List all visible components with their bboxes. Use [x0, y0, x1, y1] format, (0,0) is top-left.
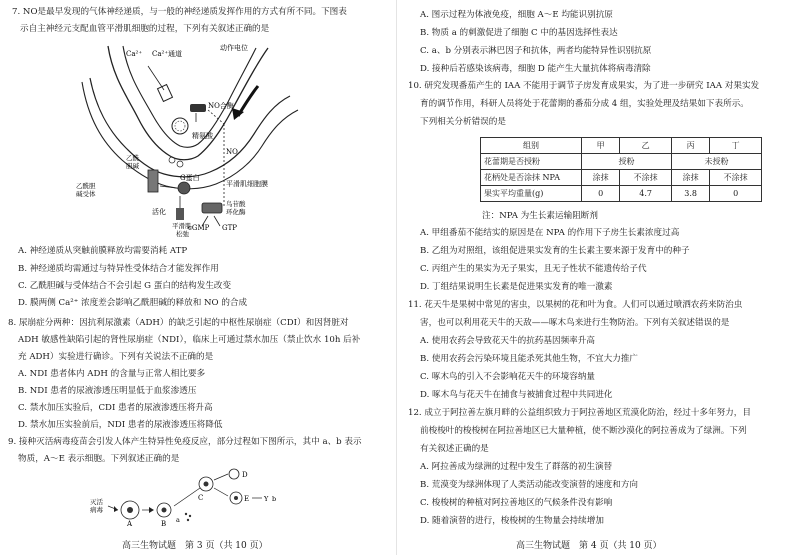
q8-stem-2: ADH 敏感性缺陷引起的肾性尿崩症（NDI），临床上可通过禁水加压（禁止饮水 10h 后补	[18, 335, 361, 345]
substance-a-label: a	[176, 516, 180, 524]
q9-immune-figure	[90, 466, 290, 528]
q12-stem-3: 有关叙述正确的是	[420, 444, 489, 454]
q12-option-b: B. 荒漠变为绿洲体现了人类活动能改变演替的速度和方向	[420, 480, 639, 490]
q9-stem-1: 9. 接种灭活病毒疫苗会引发人体产生特异性免疫反应，部分过程如下图所示，其中 a、b 表示	[8, 437, 362, 447]
table-header-cell: 甲	[582, 138, 620, 154]
q12-stem-2: 前梭梭叶的梭梭树在阿拉善地区已大量种植，使不断沙漠化的阿拉善成为了绿洲。下列	[420, 426, 747, 436]
table-header-cell: 乙	[620, 138, 672, 154]
cgmp-label: cGMP	[188, 224, 210, 232]
table-cell: 4.7	[620, 186, 672, 202]
q8-option-b: B. NDI 患者的尿液渗透压明显低于血浆渗透压	[18, 386, 197, 396]
activate-label: 活化	[152, 208, 166, 216]
q7-stem-2: 示自主神经元支配血管平滑肌细胞的过程，下列有关叙述正确的是	[20, 24, 270, 34]
ach-label: 乙酰	[126, 154, 139, 162]
q11-stem-1: 11. 花天牛是果树中常见的害虫，以果树的花和叶为食。人们可以通过喷洒农药来防治虫	[408, 300, 743, 310]
q7-option-b: B. 神经递质均需通过与特异性受体结合才能发挥作用	[18, 264, 219, 274]
cell-d	[229, 469, 239, 479]
q8-option-a: A. NDI 患者体内 ADH 的含量与正常人相比要多	[18, 369, 206, 379]
table-cell: 涂抹	[582, 170, 620, 186]
virus-label: 灭活	[90, 498, 103, 506]
table-cell: 不涂抹	[710, 170, 762, 186]
q10-stem-2: 育的调节作用，科研人员将处于花蕾期的番茄分成 4 组，实验处理及结果如下表所示。	[420, 99, 749, 109]
table-cell: 涂抹	[671, 170, 709, 186]
q12-option-c: C. 梭梭树的种植对阿拉善地区的气候条件没有影响	[420, 498, 613, 508]
q12-stem-1: 12. 成立于阿拉善左旗月畔的公益组织致力于阿拉善地区荒漠化防治，经过十多年努力，目	[408, 408, 751, 418]
q11-option-c: C. 啄木鸟的引入不会影响花天牛的环境容纳量	[420, 372, 596, 382]
q8-option-d: D. 禁水加压实验前后，NDI 患者的尿液渗透压将降低	[18, 420, 223, 430]
ca-channel	[158, 85, 173, 102]
q10-stem-3: 下列相关分析错误的是	[420, 117, 506, 127]
ach-receptor-label: 乙酰胆	[76, 182, 96, 190]
q12-option-a: A. 阿拉善成为绿洲的过程中发生了群落的初生演替	[420, 462, 613, 472]
right-footer: 高三生物试题 第 4 页（共 10 页）	[516, 541, 662, 551]
table-header-cell: 丁	[710, 138, 762, 154]
ca-channel-label: Ca²⁺通道	[152, 50, 183, 58]
q7-option-d: D. 膜两侧 Ca²⁺ 浓度差会影响乙酰胆碱的释放和 NO 的合成	[18, 298, 248, 308]
no-label: NO	[226, 148, 238, 156]
q10-table	[480, 137, 762, 202]
g-protein	[178, 182, 190, 194]
presynaptic-membrane-inner	[123, 46, 256, 147]
table-row	[481, 138, 762, 154]
ach-receptor	[148, 170, 158, 192]
arginine-label: 精氨酸	[192, 132, 213, 140]
q8-stem-1: 8. 尿崩症分两种：因抗利尿激素（ADH）的缺乏引起的中枢性尿崩症（CDI）和因肾脏对	[8, 318, 349, 328]
action-potential-label: 动作电位	[220, 44, 248, 52]
q8-option-c: C. 禁水加压实验后，CDI 患者的尿液渗透压将升高	[18, 403, 213, 413]
page-divider	[396, 0, 397, 555]
no-synthase-label: NO合酶	[208, 102, 234, 110]
cell-c-label: C	[198, 494, 204, 502]
no-synthase	[190, 104, 206, 112]
substance-b-label: b	[272, 495, 277, 503]
table-cell: 0	[710, 186, 762, 202]
smooth-muscle-membrane-label: 平滑肌细胞膜	[226, 180, 268, 188]
q7-synapse-figure	[68, 38, 318, 238]
table-row	[481, 186, 762, 202]
q9-option-b: B. 物质 a 的刺激促进了细胞 C 中的基因选择性表达	[420, 28, 618, 38]
antibody-glyph: Y	[264, 495, 269, 503]
table-cell: 不涂抹	[620, 170, 672, 186]
q10-option-d: D. 丁组结果说明生长素是促进果实发育的唯一激素	[420, 282, 613, 292]
table-cell: 3.8	[671, 186, 709, 202]
relax-effector	[176, 208, 184, 220]
table-header-cell: 组别	[481, 138, 582, 154]
q7-option-c: C. 乙酰胆碱与受体结合不会引起 G 蛋白的结构发生改变	[18, 281, 232, 291]
table-cell: 授粉	[582, 154, 672, 170]
table-cell: 0	[582, 186, 620, 202]
table-row-label: 花柄处是否涂抹 NPA	[481, 170, 582, 186]
cell-a-label: A	[127, 520, 133, 528]
cell-d-label: D	[242, 471, 248, 479]
postsynaptic-membrane-outer	[90, 78, 290, 177]
guanylate-cyclase-label: 鸟苷酸	[226, 200, 246, 208]
q12-option-d: D. 随着演替的进行，梭梭树的生物量会持续增加	[420, 516, 604, 526]
q8-stem-3: 充 ADH）实验进行确诊。下列有关说法不正确的是	[18, 352, 214, 362]
ca-ion-label: Ca²⁺	[126, 50, 143, 58]
svg-text:环化酶: 环化酶	[226, 208, 246, 216]
q11-option-d: D. 啄木鸟与花天牛在捕食与被捕食过程中共同进化	[420, 390, 613, 400]
q10-stem-1: 10. 研究发现番茄产生的 IAA 不能用于调节子房发育成果实，为了进一步研究 IAA 对果实发	[408, 81, 760, 91]
left-footer: 高三生物试题 第 3 页（共 10 页）	[122, 541, 268, 551]
q10-option-a: A. 甲组番茄不能结实的原因是在 NPA 的作用下子房生长素浓度过高	[420, 228, 680, 238]
svg-text:胆碱: 胆碱	[126, 162, 139, 170]
table-cell: 未授粉	[671, 154, 761, 170]
g-protein-label: G蛋白	[180, 174, 200, 182]
ca-influx-arrow	[148, 66, 164, 90]
svg-text:碱受体: 碱受体	[76, 190, 96, 198]
q10-option-c: C. 丙组产生的果实为无子果实，且无子性状不能遗传给子代	[420, 264, 647, 274]
q9-option-a: A. 图示过程为体液免疫，细胞 A～E 均能识别抗原	[420, 10, 613, 20]
q11-stem-2: 害，也可以利用花天牛的天敌——啄木鸟来进行生物防治。下列有关叙述错误的是	[420, 318, 730, 328]
q7-option-a: A. 神经递质从突触前膜释放均需要消耗 ATP	[18, 246, 188, 256]
table-header-cell: 丙	[671, 138, 709, 154]
guanylate-cyclase	[202, 203, 222, 213]
svg-text:松弛: 松弛	[176, 230, 189, 238]
q11-option-b: B. 使用农药会污染环境且能杀死其他生物，不宜大力推广	[420, 354, 639, 364]
q11-option-a: A. 使用农药会导致花天牛的抗药基因频率升高	[420, 336, 595, 346]
cell-b-label: B	[161, 520, 167, 528]
table-row	[481, 170, 762, 186]
q10-option-b: B. 乙组为对照组，该组促进果实发育的生长素主要来源于发育中的种子	[420, 246, 690, 256]
table-row-label: 花蕾期是否授粉	[481, 154, 582, 170]
svg-text:病毒: 病毒	[90, 506, 103, 514]
q9-option-c: C. a、b 分别表示淋巴因子和抗体，两者均能特异性识别抗原	[420, 46, 652, 56]
cell-e-label: E	[244, 495, 250, 503]
q7-stem-1: 7. NO是最早发现的气体神经递质，与一般的神经递质发挥作用的方式有所不同。下图表	[12, 7, 347, 17]
q9-option-d: D. 接种后若感染该病毒，细胞 D 能产生大量抗体将病毒清除	[420, 64, 651, 74]
table-row-label: 果实平均重量(g)	[481, 186, 582, 202]
q9-stem-2: 物质，A～E 表示细胞。下列叙述正确的是	[18, 454, 180, 464]
synaptic-vesicle	[172, 118, 188, 134]
presynaptic-membrane-outer	[108, 46, 268, 160]
gtp-label: GTP	[222, 224, 237, 232]
table-row	[481, 154, 762, 170]
relax-label: 平滑肌	[172, 222, 192, 230]
q10-note: 注：NPA 为生长素运输阻断剂	[482, 211, 598, 221]
